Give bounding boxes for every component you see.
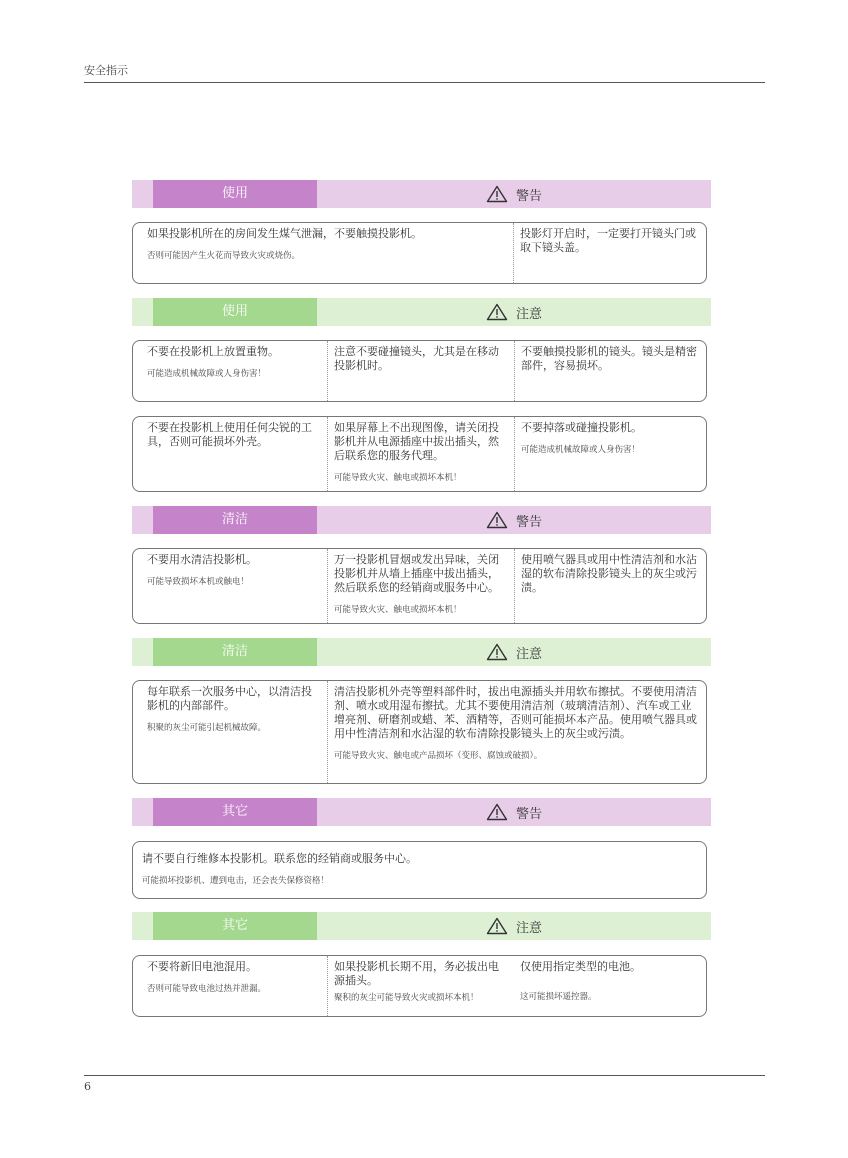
safety-box [132, 416, 707, 492]
safety-note: 可能导致火灾、触电或损坏本机！ [334, 605, 462, 615]
safety-box [132, 841, 707, 899]
safety-box [132, 222, 707, 284]
safety-note: 可能造成机械故障或人身伤害！ [147, 369, 267, 379]
safety-item [133, 223, 513, 283]
safety-text: 不要在投影机上放置重物。 [147, 345, 279, 358]
safety-text: 请不要自行维修本投影机。联系您的经销商或服务中心。 [142, 852, 417, 865]
band-other-warning [132, 798, 711, 826]
warning-triangle-icon [486, 803, 508, 821]
safety-item [327, 549, 514, 623]
safety-text: 如果投影机所在的房间发生煤气泄漏，不要触摸投影机。 [147, 227, 422, 240]
hazard-label: 警告 [515, 188, 542, 204]
header-rule [84, 82, 765, 83]
hazard-label: 注意 [515, 306, 542, 322]
safety-text: 投影灯开启时，一定要打开镜头门或取下镜头盖。 [520, 227, 696, 254]
safety-note: 积聚的灰尘可能引起机械故障。 [147, 723, 267, 733]
safety-text: 仅使用指定类型的电池。 [520, 960, 641, 973]
safety-text: 如果屏幕上不出现图像，请关闭投影机并从电源插座中拔出插头，然后联系您的服务代理。 [334, 421, 499, 462]
band-use-warning [132, 180, 711, 208]
band-cleaning-warning [132, 506, 711, 534]
page-header: 安全指示 [84, 64, 128, 77]
safety-item [514, 956, 706, 1016]
safety-item [327, 956, 514, 1016]
warning-triangle-icon [486, 185, 508, 203]
band-use-caution [132, 298, 711, 326]
safety-item [133, 681, 327, 783]
warning-triangle-icon [486, 917, 508, 935]
band-category: 使用 [153, 298, 317, 326]
safety-item [133, 417, 327, 491]
safety-note: 可能造成机械故障或人身伤害！ [521, 445, 641, 455]
safety-item [513, 223, 706, 283]
safety-item [327, 417, 514, 491]
hazard-label: 注意 [515, 920, 542, 936]
safety-text: 使用喷气器具或用中性清洁剂和水沾湿的软布清除投影镜头上的灰尘或污渍。 [521, 553, 697, 594]
safety-box [132, 680, 707, 784]
band-other-caution [132, 912, 711, 940]
warning-triangle-icon [486, 303, 508, 321]
band-hazard [317, 506, 711, 534]
band-cleaning-caution [132, 638, 711, 666]
safety-text: 不要掉落或碰撞投影机。 [521, 421, 642, 434]
safety-item [133, 956, 327, 1016]
safety-note: 这可能损坏遥控器。 [520, 992, 597, 1002]
band-category: 使用 [153, 180, 317, 208]
band-hazard [317, 798, 711, 826]
band-category: 其它 [153, 912, 317, 940]
safety-note: 可能损坏投影机、遭到电击，还会丧失保修资格！ [142, 876, 330, 886]
band-hazard [317, 180, 711, 208]
footer-rule [84, 1075, 765, 1076]
safety-text: 注意不要碰撞镜头，尤其是在移动投影机时。 [334, 345, 499, 372]
safety-box [132, 548, 707, 624]
safety-text: 不要触摸投影机的镜头。镜头是精密部件，容易损坏。 [521, 345, 697, 372]
safety-note: 否则可能因产生火花而导致火灾或烧伤。 [147, 251, 301, 261]
band-hazard [317, 638, 711, 666]
band-hazard [317, 912, 711, 940]
band-hazard [317, 298, 711, 326]
safety-text: 每年联系一次服务中心，以清洁投影机的内部部件。 [147, 685, 312, 712]
safety-item [327, 681, 706, 783]
safety-note: 否则可能导致电池过热并泄漏。 [147, 984, 267, 994]
safety-text: 不要将新旧电池混用。 [147, 960, 257, 973]
safety-item [514, 549, 706, 623]
safety-note: 可能导致火灾、触电或损坏本机！ [334, 473, 462, 483]
safety-note: 可能导致损坏本机或触电！ [147, 577, 250, 587]
safety-text: 不要在投影机上使用任何尖锐的工具，否则可能损坏外壳。 [147, 421, 312, 448]
safety-box [132, 955, 707, 1017]
safety-note: 可能导致火灾、触电或产品损坏（变形、腐蚀或破损）。 [334, 751, 543, 761]
safety-note: 聚积的灰尘可能导致火灾或损坏本机！ [334, 993, 479, 1003]
hazard-label: 警告 [515, 806, 542, 822]
band-category: 清洁 [153, 506, 317, 534]
warning-triangle-icon [486, 511, 508, 529]
band-category: 其它 [153, 798, 317, 826]
hazard-label: 警告 [515, 514, 542, 530]
safety-item [327, 341, 514, 401]
safety-text: 不要用水清洁投影机。 [147, 553, 257, 566]
band-category: 清洁 [153, 638, 317, 666]
safety-item [133, 341, 327, 401]
hazard-label: 注意 [515, 646, 542, 662]
safety-text: 清洁投影机外壳等塑料部件时，拔出电源插头并用软布擦拭。不要使用清洁剂、喷水或用湿布擦拭。尤其不要使用清洁剂（玻璃清洁剂）、汽车或工业增亮剂、研磨剂或蜡、苯、酒精等，否则可能损坏本产品。使用喷气器具或用中性清洁剂和水沾湿的软布清除投影镜头上的灰尘或污渍。 [334, 685, 697, 740]
safety-text: 万一投影机冒烟或发出异味，关闭投影机并从墙上插座中拔出插头，然后联系您的经销商或服务中心。 [334, 553, 499, 594]
safety-item [514, 341, 706, 401]
safety-item [133, 842, 706, 898]
safety-box [132, 340, 707, 402]
warning-triangle-icon [486, 643, 508, 661]
safety-item [133, 549, 327, 623]
page-number: 6 [84, 1080, 91, 1093]
safety-item [514, 417, 706, 491]
safety-text: 如果投影机长期不用，务必拔出电源插头。 [334, 960, 499, 987]
